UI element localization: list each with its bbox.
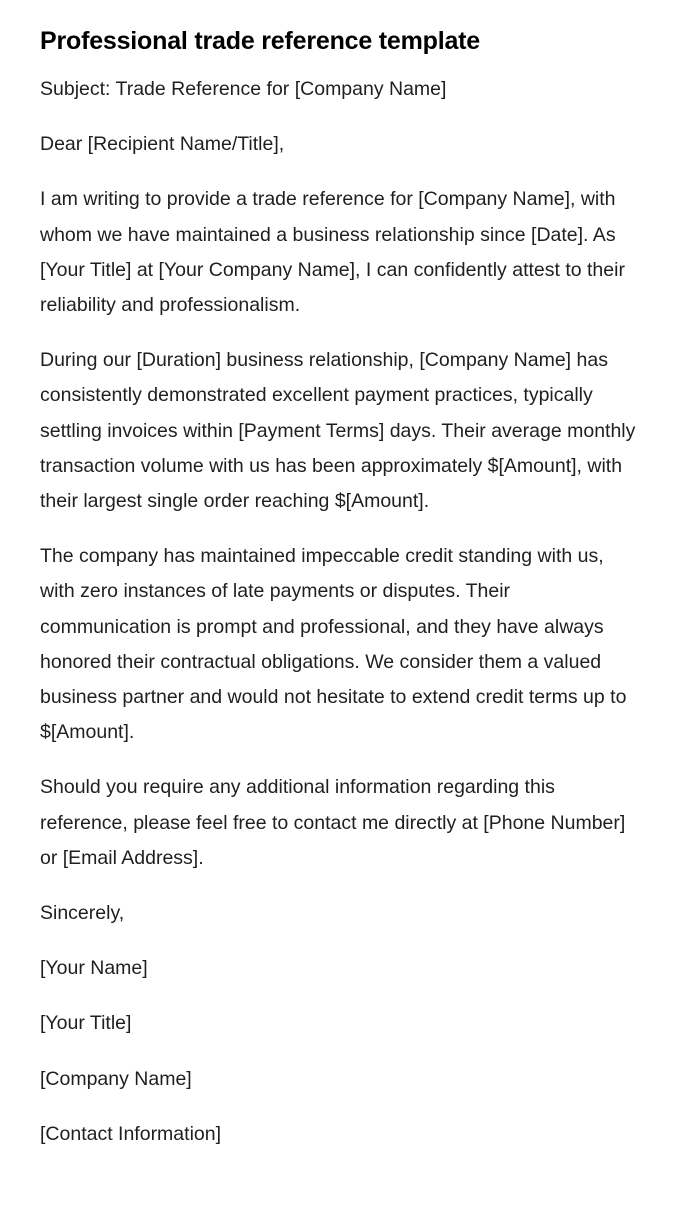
signature-company: [Company Name]: [40, 1067, 192, 1090]
subject-line: Subject: Trade Reference for [Company Name]: [40, 78, 447, 100]
body-paragraph-contact: Should you require any additional information regarding this reference, please feel free to contact me directly at [Phone Number] or [Email Address].: [40, 776, 626, 869]
signature-name: [Your Name]: [40, 957, 148, 980]
closing: Sincerely,: [40, 902, 125, 925]
body-paragraph-credit-standing: The company has maintained impeccable credit standing with us, with zero instances of late payments or disputes. Their communication is prompt and professional, and they have always honored their contractual obligations. We consider them a valued business partner and would not hesitate to extend credit terms up to $[Amount].: [40, 545, 627, 744]
page-title: Professional trade reference template: [40, 27, 480, 55]
body-paragraph-payment-history: During our [Duration] business relationship, [Company Name] has consistently demonstrated excellent payment practices, typically settling invoices within [Payment Terms] days. Their average monthly transaction volume with us has been approximately $[Amount], with their largest single order reaching $[Amount].: [40, 349, 636, 513]
body-paragraph-intro: I am writing to provide a trade reference for [Company Name], with whom we have maintained a business relationship since [Date]. As [Your Title] at [Your Company Name], I can confidently attest to their reliability and professionalism.: [40, 188, 625, 317]
salutation: Dear [Recipient Name/Title],: [40, 133, 285, 156]
signature-title: [Your Title]: [40, 1012, 132, 1035]
signature-contact: [Contact Information]: [40, 1122, 222, 1145]
